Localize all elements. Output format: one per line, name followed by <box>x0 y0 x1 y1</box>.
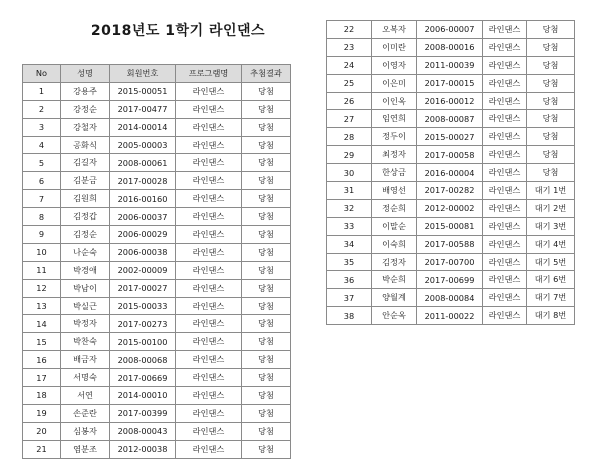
cell-member-number: 2008-00087 <box>417 110 483 128</box>
cell-name: 염분조 <box>61 440 110 458</box>
cell-result: 대기 5번 <box>527 253 575 271</box>
cell-program: 라인댄스 <box>483 217 527 235</box>
cell-member-number: 2012-00038 <box>110 440 176 458</box>
cell-name: 이미란 <box>372 38 417 56</box>
cell-member-number: 2005-00003 <box>110 136 176 154</box>
cell-name: 손준란 <box>61 404 110 422</box>
document-title: 2018년도 1학기 라인댄스 <box>90 23 266 39</box>
cell-program: 라인댄스 <box>176 387 242 405</box>
table-row <box>23 315 291 333</box>
cell-member-number: 2014-00010 <box>110 387 176 405</box>
cell-name: 배금자 <box>61 351 110 369</box>
cell-name: 정순희 <box>372 199 417 217</box>
cell-member-number: 2017-00588 <box>417 235 483 253</box>
cell-no: 2 <box>23 100 61 118</box>
cell-no: 34 <box>327 235 372 253</box>
table-row <box>327 307 575 325</box>
cell-member-number: 2015-00051 <box>110 82 176 100</box>
cell-program: 라인댄스 <box>176 136 242 154</box>
table-row <box>23 82 291 100</box>
cell-member-number: 2017-00399 <box>110 404 176 422</box>
cell-program: 라인댄스 <box>483 56 527 74</box>
cell-no: 13 <box>23 297 61 315</box>
table-body-left <box>23 82 291 458</box>
cell-program: 라인댄스 <box>483 128 527 146</box>
table-row <box>23 333 291 351</box>
table-row <box>23 261 291 279</box>
cell-no: 20 <box>23 422 61 440</box>
table-row <box>327 146 575 164</box>
cell-program: 라인댄스 <box>483 253 527 271</box>
cell-program: 라인댄스 <box>176 315 242 333</box>
cell-name: 김원희 <box>61 190 110 208</box>
cell-member-number: 2008-00061 <box>110 154 176 172</box>
cell-name: 임연희 <box>372 110 417 128</box>
header-program: 프로그램명 <box>176 65 242 83</box>
table-row <box>23 172 291 190</box>
cell-result: 당첨 <box>527 92 575 110</box>
cell-member-number: 2008-00016 <box>417 38 483 56</box>
cell-name: 한상금 <box>372 164 417 182</box>
header-name: 성명 <box>61 65 110 83</box>
table-row <box>327 74 575 92</box>
cell-program: 라인댄스 <box>176 82 242 100</box>
cell-name: 양월계 <box>372 289 417 307</box>
table-row <box>327 56 575 74</box>
cell-result: 당첨 <box>242 243 291 261</box>
cell-no: 26 <box>327 92 372 110</box>
cell-member-number: 2006-00007 <box>417 21 483 39</box>
cell-program: 라인댄스 <box>176 154 242 172</box>
cell-name: 강용주 <box>61 82 110 100</box>
cell-name: 이영자 <box>372 56 417 74</box>
table-row <box>327 182 575 200</box>
cell-result: 당첨 <box>242 333 291 351</box>
cell-program: 라인댄스 <box>483 146 527 164</box>
cell-name: 이은미 <box>372 74 417 92</box>
cell-result: 당첨 <box>242 208 291 226</box>
table-row <box>23 404 291 422</box>
cell-no: 32 <box>327 199 372 217</box>
cell-no: 21 <box>23 440 61 458</box>
cell-member-number: 2006-00038 <box>110 243 176 261</box>
cell-result: 당첨 <box>242 136 291 154</box>
cell-name: 이숙희 <box>372 235 417 253</box>
cell-no: 31 <box>327 182 372 200</box>
table-row <box>327 253 575 271</box>
cell-result: 당첨 <box>242 297 291 315</box>
cell-no: 7 <box>23 190 61 208</box>
cell-name: 김정자 <box>372 253 417 271</box>
cell-program: 라인댄스 <box>176 422 242 440</box>
table-row <box>327 289 575 307</box>
cell-program: 라인댄스 <box>176 208 242 226</box>
cell-program: 라인댄스 <box>176 333 242 351</box>
cell-program: 라인댄스 <box>176 100 242 118</box>
cell-result: 대기 2번 <box>527 199 575 217</box>
cell-program: 라인댄스 <box>176 172 242 190</box>
cell-member-number: 2014-00014 <box>110 118 176 136</box>
cell-name: 김길자 <box>61 154 110 172</box>
cell-result: 당첨 <box>242 440 291 458</box>
cell-name: 이말순 <box>372 217 417 235</box>
cell-result: 당첨 <box>242 351 291 369</box>
cell-no: 1 <box>23 82 61 100</box>
cell-no: 23 <box>327 38 372 56</box>
cell-no: 36 <box>327 271 372 289</box>
cell-no: 25 <box>327 74 372 92</box>
table-row <box>327 164 575 182</box>
table-row <box>23 297 291 315</box>
table-row <box>327 128 575 146</box>
cell-no: 14 <box>23 315 61 333</box>
cell-member-number: 2017-00015 <box>417 74 483 92</box>
cell-program: 라인댄스 <box>176 226 242 244</box>
table-row <box>327 110 575 128</box>
cell-result: 당첨 <box>242 100 291 118</box>
table-row <box>23 226 291 244</box>
cell-result: 당첨 <box>527 21 575 39</box>
cell-no: 29 <box>327 146 372 164</box>
cell-member-number: 2008-00084 <box>417 289 483 307</box>
cell-member-number: 2015-00100 <box>110 333 176 351</box>
cell-program: 라인댄스 <box>483 235 527 253</box>
cell-member-number: 2017-00028 <box>110 172 176 190</box>
cell-program: 라인댄스 <box>483 307 527 325</box>
cell-member-number: 2006-00029 <box>110 226 176 244</box>
cell-result: 대기 4번 <box>527 235 575 253</box>
cell-member-number: 2015-00081 <box>417 217 483 235</box>
cell-result: 당첨 <box>527 38 575 56</box>
cell-member-number: 2011-00022 <box>417 307 483 325</box>
table-row <box>23 243 291 261</box>
cell-name: 정두이 <box>372 128 417 146</box>
cell-member-number: 2017-00477 <box>110 100 176 118</box>
table-row <box>23 440 291 458</box>
table-row <box>327 92 575 110</box>
table-row <box>327 199 575 217</box>
cell-no: 24 <box>327 56 372 74</box>
cell-name: 박실근 <box>61 297 110 315</box>
cell-no: 8 <box>23 208 61 226</box>
table-row <box>23 208 291 226</box>
cell-name: 김정갑 <box>61 208 110 226</box>
cell-name: 김분금 <box>61 172 110 190</box>
cell-result: 당첨 <box>527 128 575 146</box>
table-row <box>23 136 291 154</box>
cell-result: 대기 1번 <box>527 182 575 200</box>
cell-name: 서명숙 <box>61 369 110 387</box>
cell-result: 당첨 <box>242 387 291 405</box>
header-member-number: 회원번호 <box>110 65 176 83</box>
cell-result: 대기 7번 <box>527 289 575 307</box>
cell-no: 4 <box>23 136 61 154</box>
cell-result: 당첨 <box>527 56 575 74</box>
cell-no: 33 <box>327 217 372 235</box>
cell-member-number: 2016-00160 <box>110 190 176 208</box>
cell-result: 당첨 <box>242 261 291 279</box>
cell-program: 라인댄스 <box>176 351 242 369</box>
cell-name: 강정순 <box>61 100 110 118</box>
cell-no: 35 <box>327 253 372 271</box>
cell-program: 라인댄스 <box>176 369 242 387</box>
cell-program: 라인댄스 <box>483 92 527 110</box>
cell-program: 라인댄스 <box>176 404 242 422</box>
cell-no: 37 <box>327 289 372 307</box>
cell-result: 당첨 <box>527 74 575 92</box>
cell-no: 18 <box>23 387 61 405</box>
cell-program: 라인댄스 <box>483 271 527 289</box>
table-row <box>23 100 291 118</box>
cell-no: 10 <box>23 243 61 261</box>
cell-member-number: 2016-00004 <box>417 164 483 182</box>
table-row <box>327 38 575 56</box>
cell-no: 3 <box>23 118 61 136</box>
table-row <box>23 190 291 208</box>
cell-program: 라인댄스 <box>483 164 527 182</box>
cell-program: 라인댄스 <box>483 21 527 39</box>
results-table-right <box>326 20 575 325</box>
cell-program: 라인댄스 <box>483 289 527 307</box>
cell-no: 30 <box>327 164 372 182</box>
table-row <box>327 217 575 235</box>
cell-member-number: 2008-00043 <box>110 422 176 440</box>
cell-name: 서연 <box>61 387 110 405</box>
cell-name: 박경애 <box>61 261 110 279</box>
header-result: 추첨결과 <box>242 65 291 83</box>
cell-no: 28 <box>327 128 372 146</box>
cell-no: 12 <box>23 279 61 297</box>
cell-member-number: 2017-00058 <box>417 146 483 164</box>
cell-member-number: 2002-00009 <box>110 261 176 279</box>
cell-no: 38 <box>327 307 372 325</box>
cell-result: 당첨 <box>242 226 291 244</box>
cell-name: 최정자 <box>372 146 417 164</box>
cell-name: 안순옥 <box>372 307 417 325</box>
cell-no: 22 <box>327 21 372 39</box>
cell-no: 11 <box>23 261 61 279</box>
cell-program: 라인댄스 <box>176 118 242 136</box>
cell-name: 박정자 <box>61 315 110 333</box>
header-no: No <box>23 65 61 83</box>
cell-no: 27 <box>327 110 372 128</box>
cell-no: 15 <box>23 333 61 351</box>
cell-result: 당첨 <box>242 82 291 100</box>
cell-result: 당첨 <box>242 315 291 333</box>
cell-member-number: 2017-00282 <box>417 182 483 200</box>
cell-no: 16 <box>23 351 61 369</box>
cell-name: 박남이 <box>61 279 110 297</box>
cell-member-number: 2015-00033 <box>110 297 176 315</box>
cell-result: 당첨 <box>242 279 291 297</box>
cell-name: 나순숙 <box>61 243 110 261</box>
cell-name: 이인옥 <box>372 92 417 110</box>
cell-member-number: 2017-00027 <box>110 279 176 297</box>
cell-member-number: 2017-00699 <box>417 271 483 289</box>
cell-member-number: 2011-00039 <box>417 56 483 74</box>
cell-member-number: 2015-00027 <box>417 128 483 146</box>
results-table-left <box>22 64 291 459</box>
table-row <box>23 118 291 136</box>
cell-program: 라인댄스 <box>483 182 527 200</box>
cell-member-number: 2008-00068 <box>110 351 176 369</box>
cell-program: 라인댄스 <box>176 190 242 208</box>
cell-name: 오복자 <box>372 21 417 39</box>
table-body-right <box>327 21 575 325</box>
cell-result: 당첨 <box>242 190 291 208</box>
cell-program: 라인댄스 <box>176 279 242 297</box>
cell-result: 당첨 <box>242 172 291 190</box>
cell-no: 5 <box>23 154 61 172</box>
cell-name: 박찬숙 <box>61 333 110 351</box>
cell-no: 17 <box>23 369 61 387</box>
cell-result: 당첨 <box>527 146 575 164</box>
table-row <box>327 235 575 253</box>
cell-no: 9 <box>23 226 61 244</box>
cell-result: 당첨 <box>527 164 575 182</box>
cell-program: 라인댄스 <box>176 243 242 261</box>
cell-result: 당첨 <box>527 110 575 128</box>
cell-no: 19 <box>23 404 61 422</box>
cell-member-number: 2017-00273 <box>110 315 176 333</box>
cell-result: 대기 6번 <box>527 271 575 289</box>
cell-member-number: 2017-00669 <box>110 369 176 387</box>
cell-result: 당첨 <box>242 118 291 136</box>
cell-name: 강철자 <box>61 118 110 136</box>
table-row <box>327 21 575 39</box>
cell-result: 대기 8번 <box>527 307 575 325</box>
table-row <box>23 387 291 405</box>
cell-program: 라인댄스 <box>483 110 527 128</box>
cell-name: 배영선 <box>372 182 417 200</box>
cell-program: 라인댄스 <box>176 297 242 315</box>
cell-name: 심봉자 <box>61 422 110 440</box>
table-row <box>327 271 575 289</box>
cell-result: 대기 3번 <box>527 217 575 235</box>
cell-member-number: 2012-00002 <box>417 199 483 217</box>
table-row <box>23 279 291 297</box>
table-row <box>23 369 291 387</box>
table-row <box>23 422 291 440</box>
cell-member-number: 2016-00012 <box>417 92 483 110</box>
cell-result: 당첨 <box>242 404 291 422</box>
cell-member-number: 2017-00700 <box>417 253 483 271</box>
cell-result: 당첨 <box>242 422 291 440</box>
cell-member-number: 2006-00037 <box>110 208 176 226</box>
cell-program: 라인댄스 <box>176 440 242 458</box>
cell-name: 박순희 <box>372 271 417 289</box>
cell-name: 공화식 <box>61 136 110 154</box>
cell-program: 라인댄스 <box>483 74 527 92</box>
cell-result: 당첨 <box>242 369 291 387</box>
table-row <box>23 154 291 172</box>
cell-program: 라인댄스 <box>483 38 527 56</box>
cell-result: 당첨 <box>242 154 291 172</box>
cell-program: 라인댄스 <box>483 199 527 217</box>
cell-program: 라인댄스 <box>176 261 242 279</box>
cell-no: 6 <box>23 172 61 190</box>
table-header-row <box>23 65 291 83</box>
table-row <box>23 351 291 369</box>
cell-name: 김정순 <box>61 226 110 244</box>
